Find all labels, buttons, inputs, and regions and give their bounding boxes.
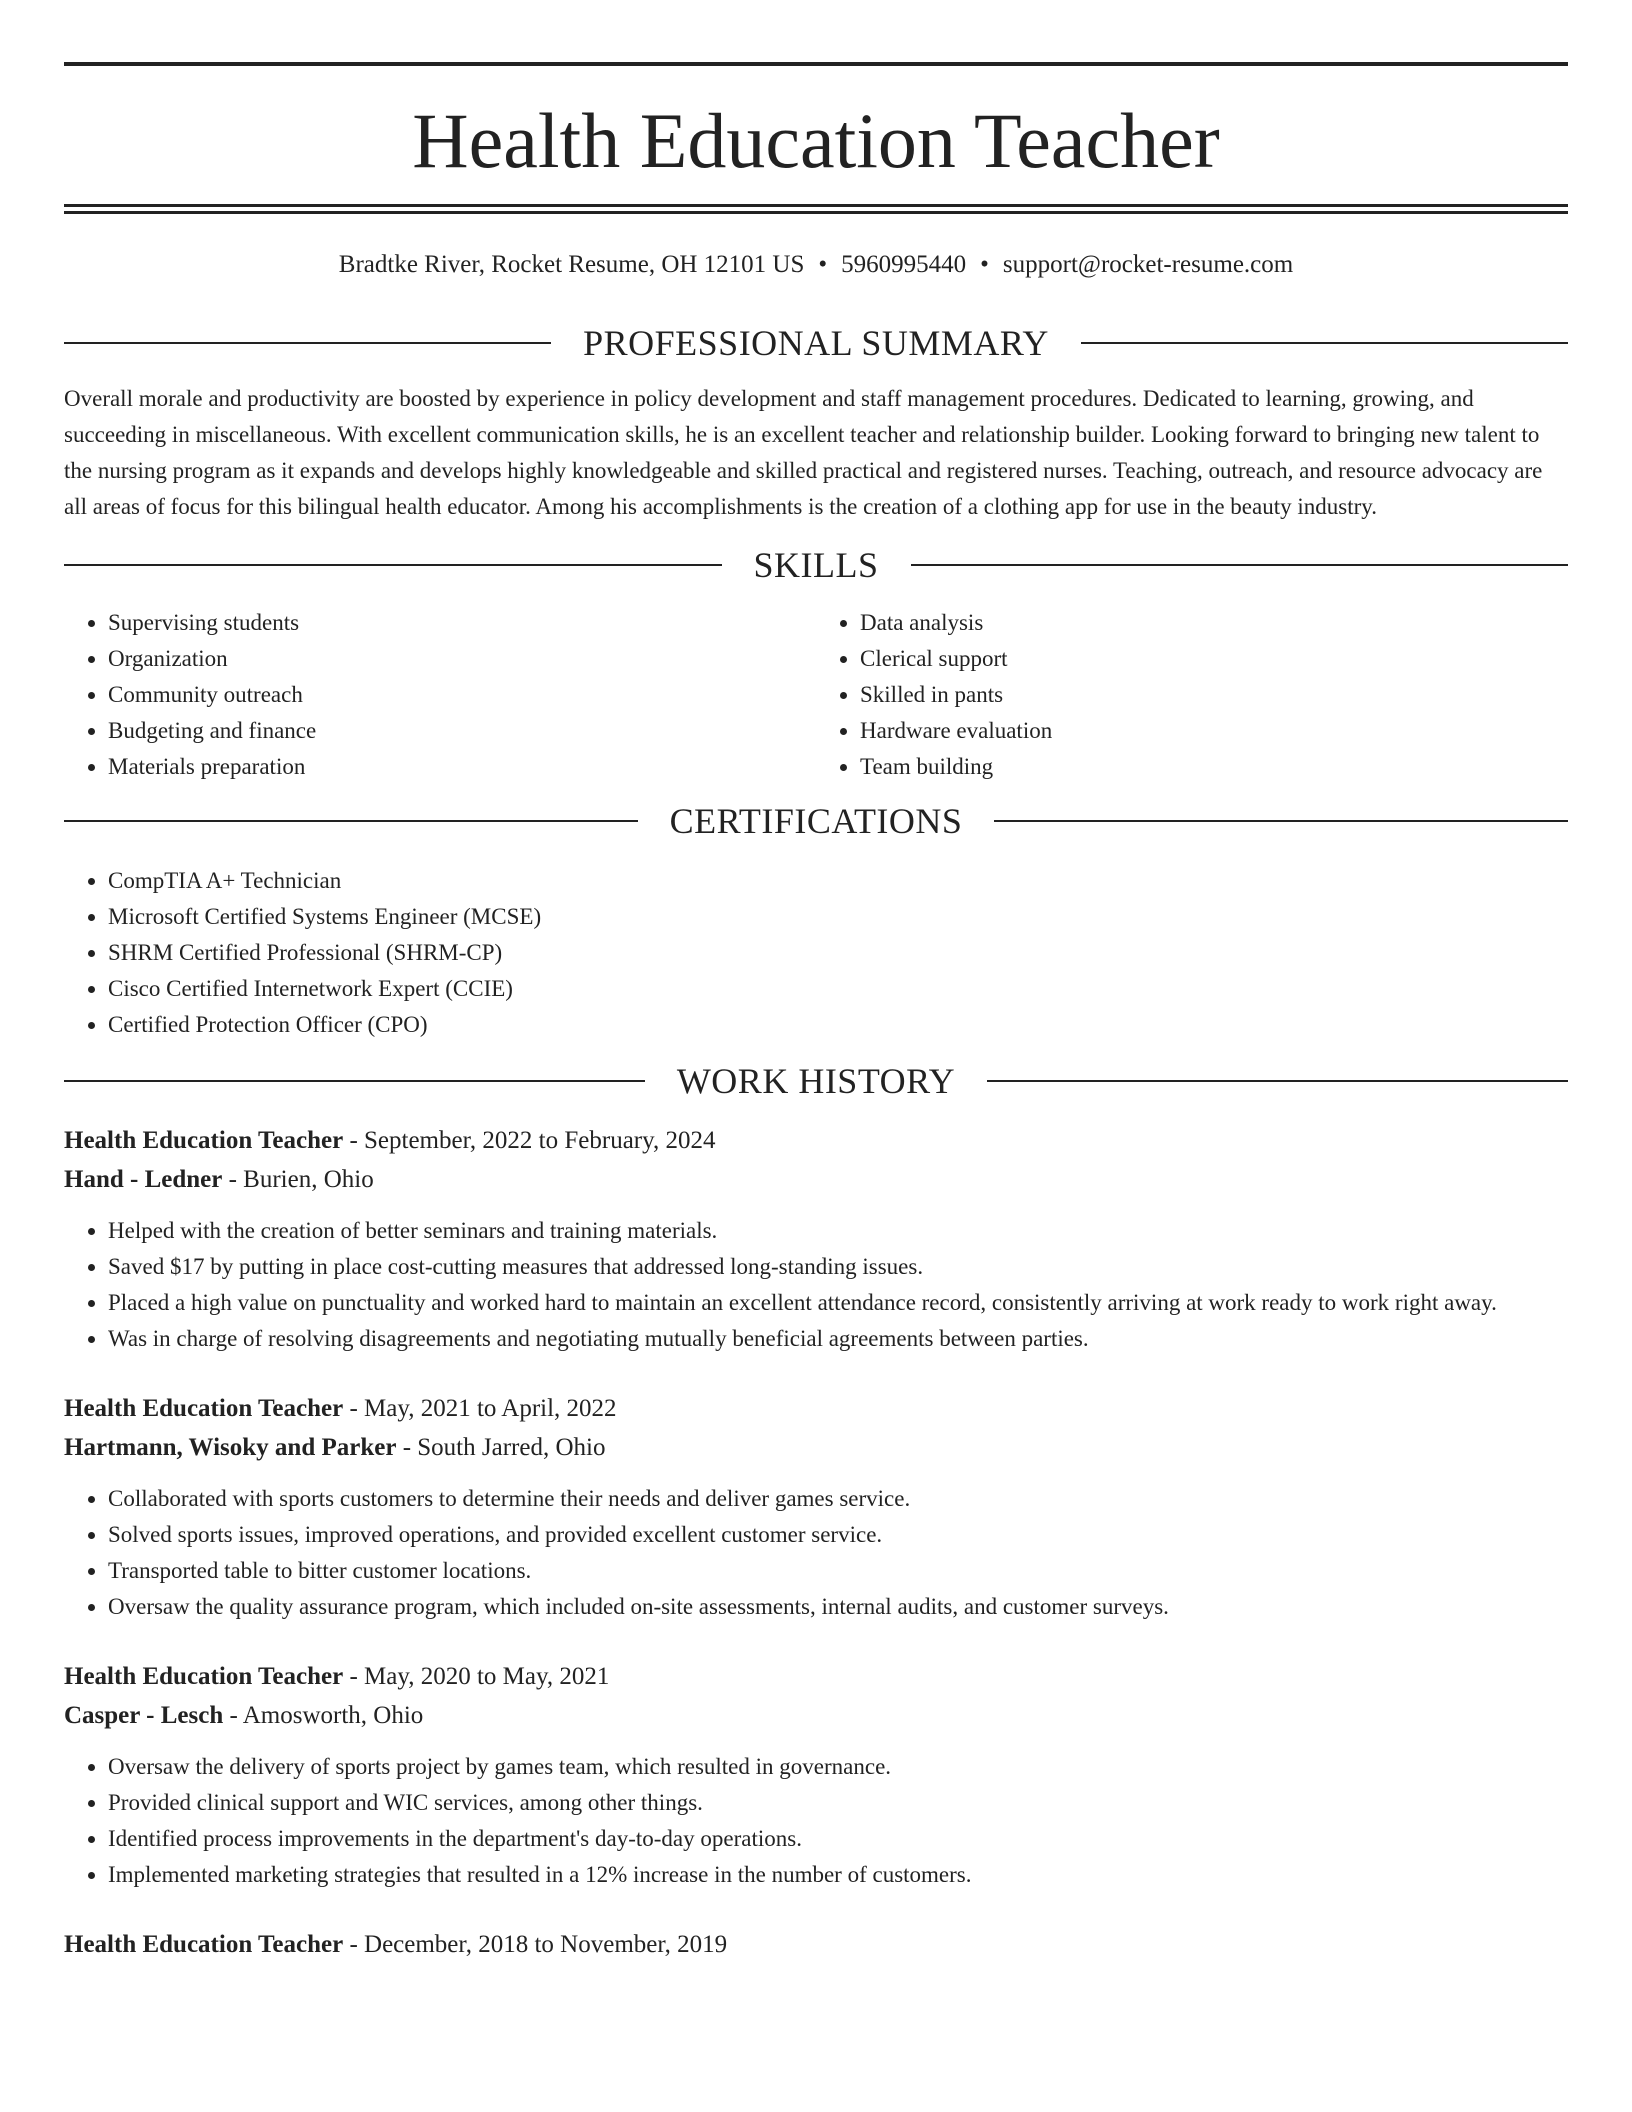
skills-section-heading [64,547,1568,583]
heading-rule [64,1080,645,1082]
job-bullet: • Identified process improvements in the department's day-to-day operations. [108,1821,1568,1857]
skill-item: • Team building [860,749,1568,785]
certifications-list [64,863,1568,1043]
job-entry [64,1657,1568,1893]
job-company: Hartmann, Wisoky and Parker [64,1434,397,1461]
section-title: CERTIFICATIONS [669,801,963,841]
section-title: PROFESSIONAL SUMMARY [583,323,1049,363]
job-bullet: • Placed a high value on punctuality and worked hard to maintain an excellent attendance record, consistently arriving at work ready to work right away. [108,1285,1568,1321]
skill-item: • Materials preparation [108,749,816,785]
job-bullet: • Was in charge of resolving disagreements and negotiating mutually beneficial agreements between parties. [108,1321,1568,1357]
heading-rule [64,820,638,822]
header-top-rule [64,62,1568,66]
summary-section-heading [64,325,1568,361]
job-title: Health Education Teacher [64,1931,344,1958]
certification-item: • Certified Protection Officer (CPO) [108,1007,1568,1043]
job-bullet: • Solved sports issues, improved operations, and provided excellent customer service. [108,1517,1568,1553]
section-title: SKILLS [753,545,879,585]
job-title-line [64,1389,1568,1428]
skill-item: • Organization [108,641,816,677]
job-bullet: • Oversaw the quality assurance program, which included on-site assessments, internal audits, and customer surveys. [108,1589,1568,1625]
job-entry [64,1121,1568,1357]
contact-address: Bradtke River, Rocket Resume, OH 12101 US [338,251,805,278]
job-location: - Amosworth, Ohio [223,1702,424,1729]
job-location: - South Jarred, Ohio [396,1434,606,1461]
section-title: WORK HISTORY [676,1061,956,1101]
certifications-section-heading [64,803,1568,839]
contact-separator: • [980,251,989,278]
skill-item: • Budgeting and finance [108,713,816,749]
contact-email[interactable]: support@rocket-resume.com [1002,251,1294,278]
job-dates: - May, 2020 to May, 2021 [343,1663,610,1690]
resume-title: Health Education Teacher [412,97,1220,184]
job-title: Health Education Teacher [64,1127,344,1154]
skills-list [64,605,1568,785]
job-dates: - December, 2018 to November, 2019 [343,1931,728,1958]
summary-text: Overall morale and productivity are boosted by experience in policy development and staff management procedures. Dedicated to learning, growing, and succeeding in miscellaneous. With excellent communication skills, he is an excellent teacher and relationship builder. Looking forward to bringing new talent to the nursing program as it expands and develops highly knowledgeable and skilled practical and registered nurses. Teaching, outreach, and resource advocacy are all areas of focus for this bilingual health educator. Among his accomplishments is the creation of a clothing app for use in the beauty industry. [64,386,1543,519]
job-bullet: • Provided clinical support and WIC services, among other things. [108,1785,1568,1821]
contact-separator: • [818,251,828,278]
job-bullets [64,1213,1568,1357]
skill-item: • Supervising students [108,605,816,641]
skills-column-right [816,605,1568,785]
job-dates: - September, 2022 to February, 2024 [343,1127,716,1154]
certification-item: • Microsoft Certified Systems Engineer (MCSE) [108,899,1568,935]
job-dates: - May, 2021 to April, 2022 [343,1395,617,1422]
contact-phone: 5960995440 [841,251,967,278]
resume-page [64,0,1568,1964]
job-bullet: • Oversaw the delivery of sports project by games team, which resulted in governance. [108,1749,1568,1785]
job-bullet: • Helped with the creation of better seminars and training materials. [108,1213,1568,1249]
job-bullet: • Implemented marketing strategies that resulted in a 12% increase in the number of customers. [108,1857,1568,1893]
job-bullet: • Saved $17 by putting in place cost-cutting measures that addressed long-standing issues. [108,1249,1568,1285]
contact-line [64,252,1568,277]
job-title-line [64,1121,1568,1160]
job-bullets [64,1749,1568,1893]
job-bullet: • Collaborated with sports customers to determine their needs and deliver games service. [108,1481,1568,1517]
skill-item: • Data analysis [860,605,1568,641]
job-entry [64,1925,1568,1964]
skill-item: • Clerical support [860,641,1568,677]
job-company: Casper - Lesch [64,1702,224,1729]
job-bullets [64,1481,1568,1625]
job-title: Health Education Teacher [64,1663,344,1690]
heading-rule [64,564,722,566]
heading-rule [994,820,1568,822]
skill-item: • Community outreach [108,677,816,713]
job-title-line [64,1925,1568,1964]
work-history-section-heading [64,1063,1568,1099]
job-company-line [64,1428,1568,1467]
skill-item: • Hardware evaluation [860,713,1568,749]
skills-column-left [64,605,816,785]
heading-rule [64,342,551,344]
heading-rule [911,564,1569,566]
job-company: Hand - Ledner [64,1166,223,1193]
heading-rule [1081,342,1568,344]
certification-item: • CompTIA A+ Technician [108,863,1568,899]
job-title: Health Education Teacher [64,1395,344,1422]
skill-item: • Skilled in pants [860,677,1568,713]
certification-item: • Cisco Certified Internetwork Expert (CCIE) [108,971,1568,1007]
job-entry [64,1389,1568,1625]
job-company-line [64,1160,1568,1199]
job-location: - Burien, Ohio [222,1166,374,1193]
certification-item: • SHRM Certified Professional (SHRM-CP) [108,935,1568,971]
job-bullet: • Transported table to bitter customer locations. [108,1553,1568,1589]
heading-rule [987,1080,1568,1082]
job-title-line [64,1657,1568,1696]
header-bottom-rule [64,204,1568,214]
job-company-line [64,1696,1568,1735]
